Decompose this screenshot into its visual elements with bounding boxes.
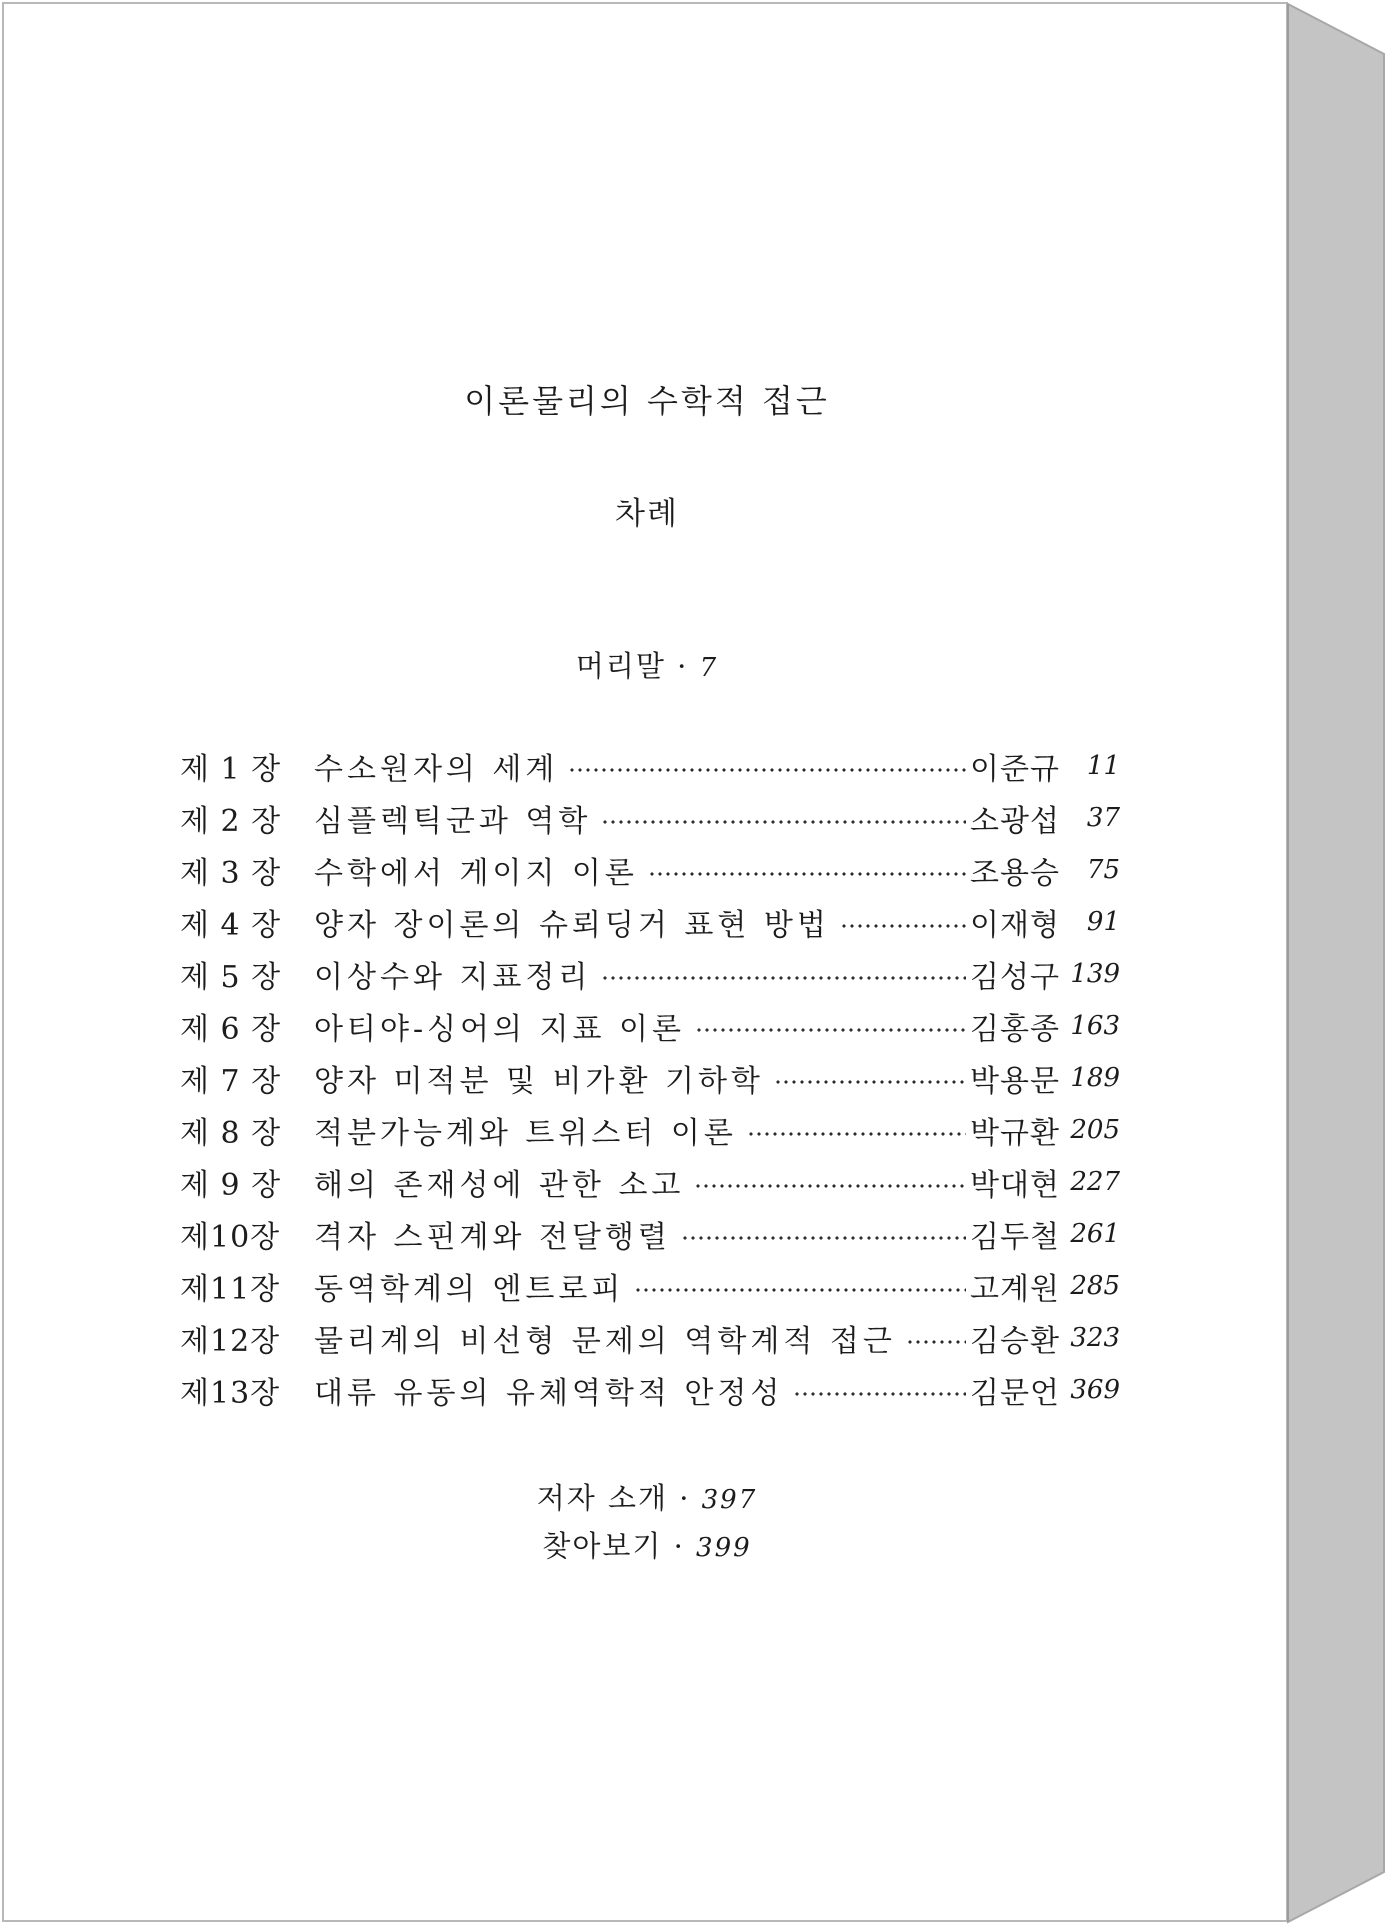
toc-author: 김성구 (970, 960, 1060, 995)
toc-chapter-title: 적분가능계와 트위스터 이론 (314, 1116, 737, 1151)
toc-page-number: 37 (1086, 803, 1120, 833)
toc-dot-leader (601, 820, 966, 824)
toc-row (180, 1312, 1120, 1364)
toc-dot-leader (695, 1028, 966, 1032)
toc-page-number: 285 (1070, 1271, 1120, 1301)
toc-chapter-number: 제13장 (180, 1376, 281, 1411)
toc-page-number: 75 (1086, 855, 1120, 885)
author-intro-entry (4, 1476, 1290, 1517)
toc-chapter-number: 제 4 장 (180, 908, 282, 943)
toc-author: 김승환 (970, 1324, 1060, 1359)
toc-author: 이준규 (970, 752, 1060, 787)
toc-dot-leader (568, 768, 966, 772)
toc-row (180, 1052, 1120, 1104)
toc-chapter-title: 수학에서 게이지 이론 (314, 856, 638, 891)
toc-page-number: 261 (1070, 1219, 1120, 1249)
toc-row (180, 896, 1120, 948)
toc-chapter-title: 양자 미적분 및 비가환 기하학 (314, 1064, 764, 1099)
toc-author: 조용승 (970, 856, 1060, 891)
toc-chapter-number: 제 7 장 (180, 1064, 282, 1099)
toc-chapter-title: 해의 존재성에 관한 소고 (314, 1168, 685, 1203)
toc-page-number: 11 (1086, 751, 1120, 781)
toc-dot-leader (681, 1236, 966, 1240)
toc-chapter-title: 수소원자의 세계 (314, 752, 559, 787)
toc-row (180, 792, 1120, 844)
toc-row (180, 1000, 1120, 1052)
author-intro-separator: · (679, 1481, 691, 1515)
toc-page-number: 205 (1070, 1115, 1120, 1145)
toc-chapter-title: 동역학계의 엔트로피 (314, 1272, 625, 1307)
toc-row (180, 1104, 1120, 1156)
toc-chapter-title: 심플렉틱군과 역학 (314, 804, 592, 839)
index-page: 399 (696, 1533, 752, 1563)
toc-chapter-number: 제10장 (180, 1220, 281, 1255)
index-separator: · (673, 1529, 685, 1563)
book-title: 이론물리의 수학적 접근 (464, 382, 830, 420)
toc-author: 박규환 (970, 1116, 1060, 1151)
toc-page-number: 189 (1070, 1063, 1120, 1093)
toc-row (180, 1260, 1120, 1312)
author-intro-label: 저자 소개 (536, 1481, 668, 1515)
toc-row (180, 844, 1120, 896)
index-entry (4, 1524, 1290, 1565)
toc-chapter-number: 제 2 장 (180, 804, 282, 839)
toc-dot-leader (840, 924, 966, 928)
toc-chapter-number: 제 8 장 (180, 1116, 282, 1151)
toc-dot-leader (694, 1184, 966, 1188)
toc-chapter-title: 격자 스핀계와 전달행렬 (314, 1220, 671, 1255)
toc-author: 소광섭 (970, 804, 1060, 839)
preface-entry (4, 644, 1290, 685)
toc-page-number: 91 (1086, 907, 1120, 937)
toc-author: 고계원 (970, 1272, 1060, 1307)
toc-chapter-number: 제 9 장 (180, 1168, 282, 1203)
toc-dot-leader (906, 1340, 966, 1344)
toc-author: 박대현 (970, 1168, 1060, 1203)
toc-author: 박용문 (970, 1064, 1060, 1099)
toc-dot-leader (648, 872, 966, 876)
toc-page-number: 163 (1070, 1011, 1120, 1041)
toc-author: 이재형 (970, 908, 1060, 943)
toc-row (180, 1208, 1120, 1260)
preface-label: 머리말 (575, 649, 666, 683)
toc-row (180, 1364, 1120, 1416)
toc-chapter-number: 제11장 (180, 1272, 281, 1307)
toc-dot-leader (634, 1288, 966, 1292)
toc-page-number: 139 (1070, 959, 1120, 989)
toc-row (180, 740, 1120, 792)
toc-chapter-number: 제 3 장 (180, 856, 282, 891)
toc-dot-leader (774, 1080, 966, 1084)
index-label: 찾아보기 (542, 1529, 663, 1563)
preface-page: 7 (699, 653, 719, 683)
toc-chapter-number: 제12장 (180, 1324, 281, 1359)
author-intro-page: 397 (701, 1485, 758, 1515)
toc-row (180, 1156, 1120, 1208)
book-page (2, 2, 1288, 1922)
toc-page-number: 369 (1070, 1375, 1120, 1405)
toc-page-number: 323 (1070, 1323, 1120, 1353)
table-of-contents (180, 740, 1120, 1416)
toc-dot-leader (601, 976, 966, 980)
toc-chapter-number: 제 1 장 (180, 752, 282, 787)
toc-author: 김문언 (970, 1376, 1060, 1411)
toc-chapter-title: 물리계의 비선형 문제의 역학계적 접근 (314, 1324, 896, 1359)
book-side-face (1288, 4, 1384, 1922)
toc-dot-leader (747, 1132, 966, 1136)
toc-chapter-title: 아티야-싱어의 지표 이론 (314, 1012, 686, 1047)
preface-separator: · (677, 649, 689, 683)
toc-author: 김두철 (970, 1220, 1060, 1255)
toc-chapter-number: 제 6 장 (180, 1012, 282, 1047)
toc-author: 김홍종 (970, 1012, 1060, 1047)
toc-chapter-title: 양자 장이론의 슈뢰딩거 표현 방법 (314, 908, 830, 943)
contents-heading: 차례 (615, 496, 679, 532)
toc-row (180, 948, 1120, 1000)
toc-page-number: 227 (1070, 1167, 1120, 1197)
toc-chapter-title: 대류 유동의 유체역학적 안정성 (314, 1376, 784, 1411)
toc-chapter-number: 제 5 장 (180, 960, 282, 995)
toc-chapter-title: 이상수와 지표정리 (314, 960, 592, 995)
toc-dot-leader (793, 1392, 966, 1396)
